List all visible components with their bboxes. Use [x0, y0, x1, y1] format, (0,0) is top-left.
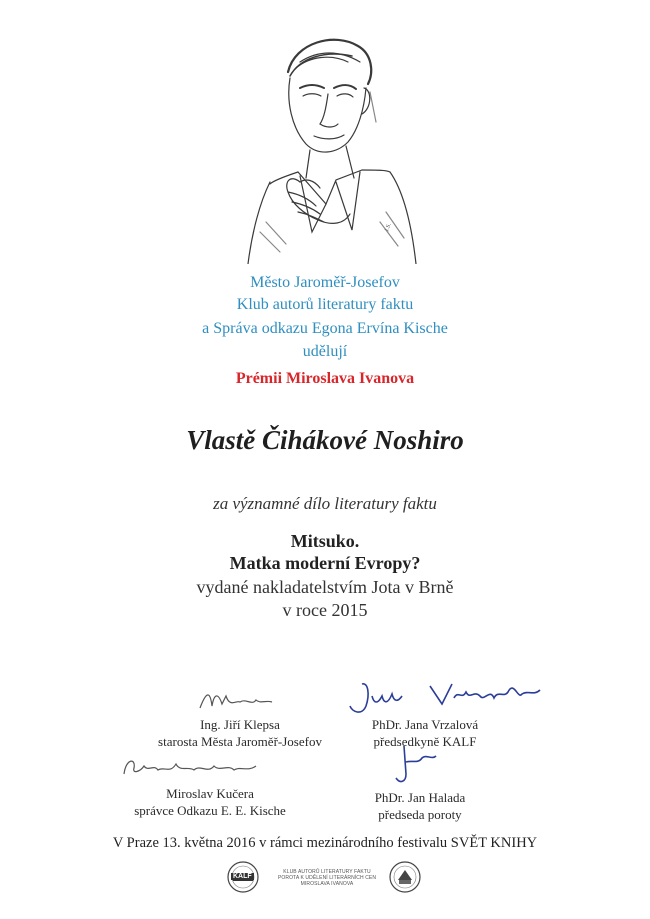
logo-text-line-2: POROTA K UDĚLENÍ LITERÁRNÍCH CEN	[277, 875, 377, 881]
portrait-sketch-image	[240, 32, 420, 264]
signatory-klepsa-role: starosta Města Jaroměř-Josefov	[158, 734, 322, 749]
signatory-vrzalova-name: PhDr. Jana Vrzalová	[371, 717, 479, 732]
work-publisher: vydané nakladatelstvím Jota v Brně	[196, 577, 454, 597]
signatory-halada	[345, 789, 495, 823]
signatory-kucera	[110, 785, 310, 819]
signatory-halada-name: PhDr. Jan Halada	[374, 790, 466, 805]
recipient-name: Vlastě Čihákové Noshiro	[186, 425, 464, 455]
work-title-line-2: Matka moderní Evropy?	[229, 553, 421, 573]
logos-row	[222, 860, 422, 894]
work-title-line-1: Mitsuko.	[290, 531, 360, 551]
header-line-administration: a Správa odkazu Egona Ervína Kische	[202, 320, 448, 337]
signatory-klepsa-name: Ing. Jiří Klepsa	[200, 717, 280, 732]
signatory-kucera-role: správce Odkazu E. E. Kische	[134, 803, 286, 818]
award-title: Prémii Miroslava Ivanova	[235, 370, 415, 387]
kalf-logo-label: KALF	[233, 873, 252, 880]
header-line-award-verb: udělují	[302, 343, 348, 360]
festival-seal-icon	[388, 860, 422, 894]
logo-center-text	[272, 869, 382, 887]
signatory-kucera-name: Miroslav Kučera	[166, 786, 254, 801]
signatory-halada-role: předseda poroty	[378, 807, 462, 822]
dedication-line: za významné dílo literatury faktu	[213, 494, 437, 513]
signatory-vrzalova-role: předsedkyně KALF	[373, 734, 477, 749]
signature-klepsa-image	[196, 686, 276, 716]
signatory-vrzalova	[340, 716, 510, 750]
footer-date-place: V Praze 13. května 2016 v rámci mezinárodního festivalu SVĚT KNIHY	[112, 835, 538, 851]
header-line-club: Klub autorů literatury faktu	[236, 296, 414, 313]
signatory-klepsa	[140, 716, 340, 750]
logo-text-line-3: MIROSLAVA IVANOVA	[300, 881, 354, 887]
signature-vrzalova-image	[348, 676, 548, 718]
signature-kucera-image	[120, 752, 260, 780]
logo-text-line-1: KLUB AUTORŮ LITERATURY FAKTU	[283, 869, 371, 875]
svg-text:J.S.: J.S.	[384, 222, 393, 233]
header-line-city: Město Jaroměř-Josefov	[250, 274, 400, 291]
work-year: v roce 2015	[282, 600, 368, 620]
